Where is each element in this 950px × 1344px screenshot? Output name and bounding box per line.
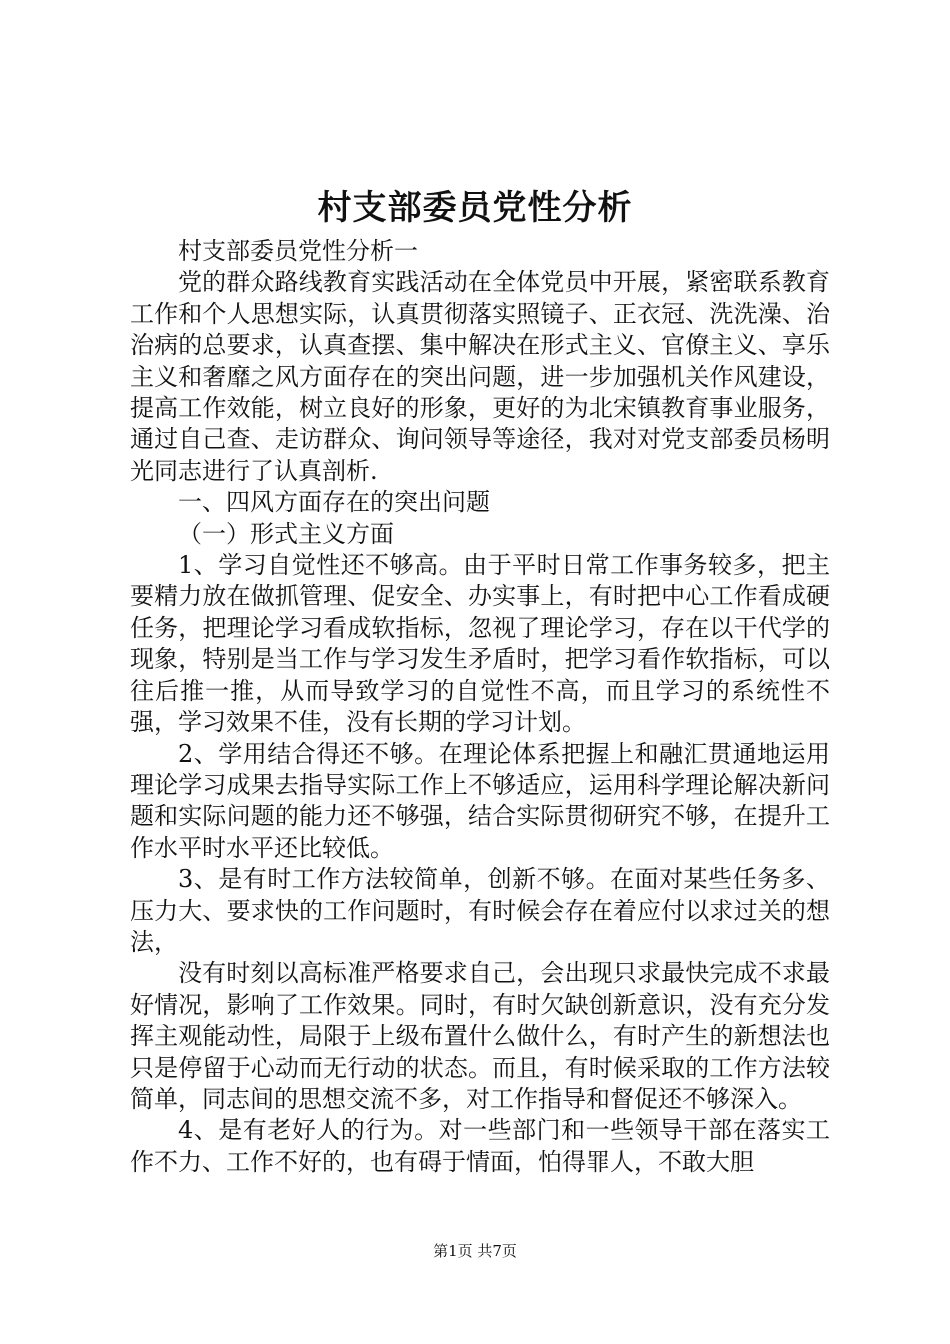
page-number: 第1页 共7页 bbox=[433, 1242, 517, 1260]
document-body bbox=[130, 236, 830, 1178]
paragraph-subtitle: 村支部委员党性分析一 bbox=[178, 237, 418, 265]
paragraph-item-3-continued: 没有时刻以高标准严格要求自己，会出现只求最快完成不求最好情况，影响了工作效果。同时，有时欠缺创新意识，没有充分发挥主观能动性，局限于上级布置什么做什么，有时产生的新想法也只是停留于心动而无行动的状态。而且，有时候采取的工作方法较简单，同志间的思想交流不多，对工作指导和督促还不够深入。 bbox=[130, 959, 830, 1113]
subsection-heading: （一）形式主义方面 bbox=[178, 519, 394, 548]
document-title: 村支部委员党性分析 bbox=[317, 188, 633, 228]
paragraph-item-4: 4、是有老好人的行为。对一些部门和一些领导干部在落实工作不力、工作不好的，也有碍于情面，怕得罪人，不敢大胆 bbox=[130, 1116, 830, 1176]
paragraph-item-3: 3、是有时工作方法较简单，创新不够。在面对某些任务多、压力大、要求快的工作问题时，有时候会存在着应付以求过关的想法， bbox=[130, 865, 830, 956]
section-heading: 一、四风方面存在的突出问题 bbox=[178, 488, 490, 517]
paragraph-item-2: 2、学用结合得还不够。在理论体系把握上和融汇贯通地运用理论学习成果去指导实际工作上不够适应，运用科学理论解决新问题和实际问题的能力还不够强，结合实际贯彻研究不够，在提升工作水平时水平还比较低。 bbox=[130, 739, 830, 862]
paragraph-item-1: 1、学习自觉性还不够高。由于平时日常工作事务较多，把主要精力放在做抓管理、促安全、办实事上，有时把中心工作看成硬任务，把理论学习看成软指标，忽视了理论学习，存在以干代学的现象，特别是当工作与学习发生矛盾时，把学习看作软指标，可以往后推一推，从而导致学习的自觉性不高，而且学习的系统性不强，学习效果不佳，没有长期的学习计划。 bbox=[130, 551, 830, 737]
paragraph-intro: 党的群众路线教育实践活动在全体党员中开展，紧密联系教育工作和个人思想实际，认真贯彻落实照镜子、正衣冠、洗洗澡、治治病的总要求，认真查摆、集中解决在形式主义、官僚主义、享乐主义和奢靡之风方面存在的突出问题，进一步加强机关作风建设，提高工作效能，树立良好的形象，更好的为北宋镇教育事业服务，通过自己查、走访群众、询问领导等途径，我对对党支部委员杨明光同志进行了认真剖析. bbox=[130, 268, 830, 485]
